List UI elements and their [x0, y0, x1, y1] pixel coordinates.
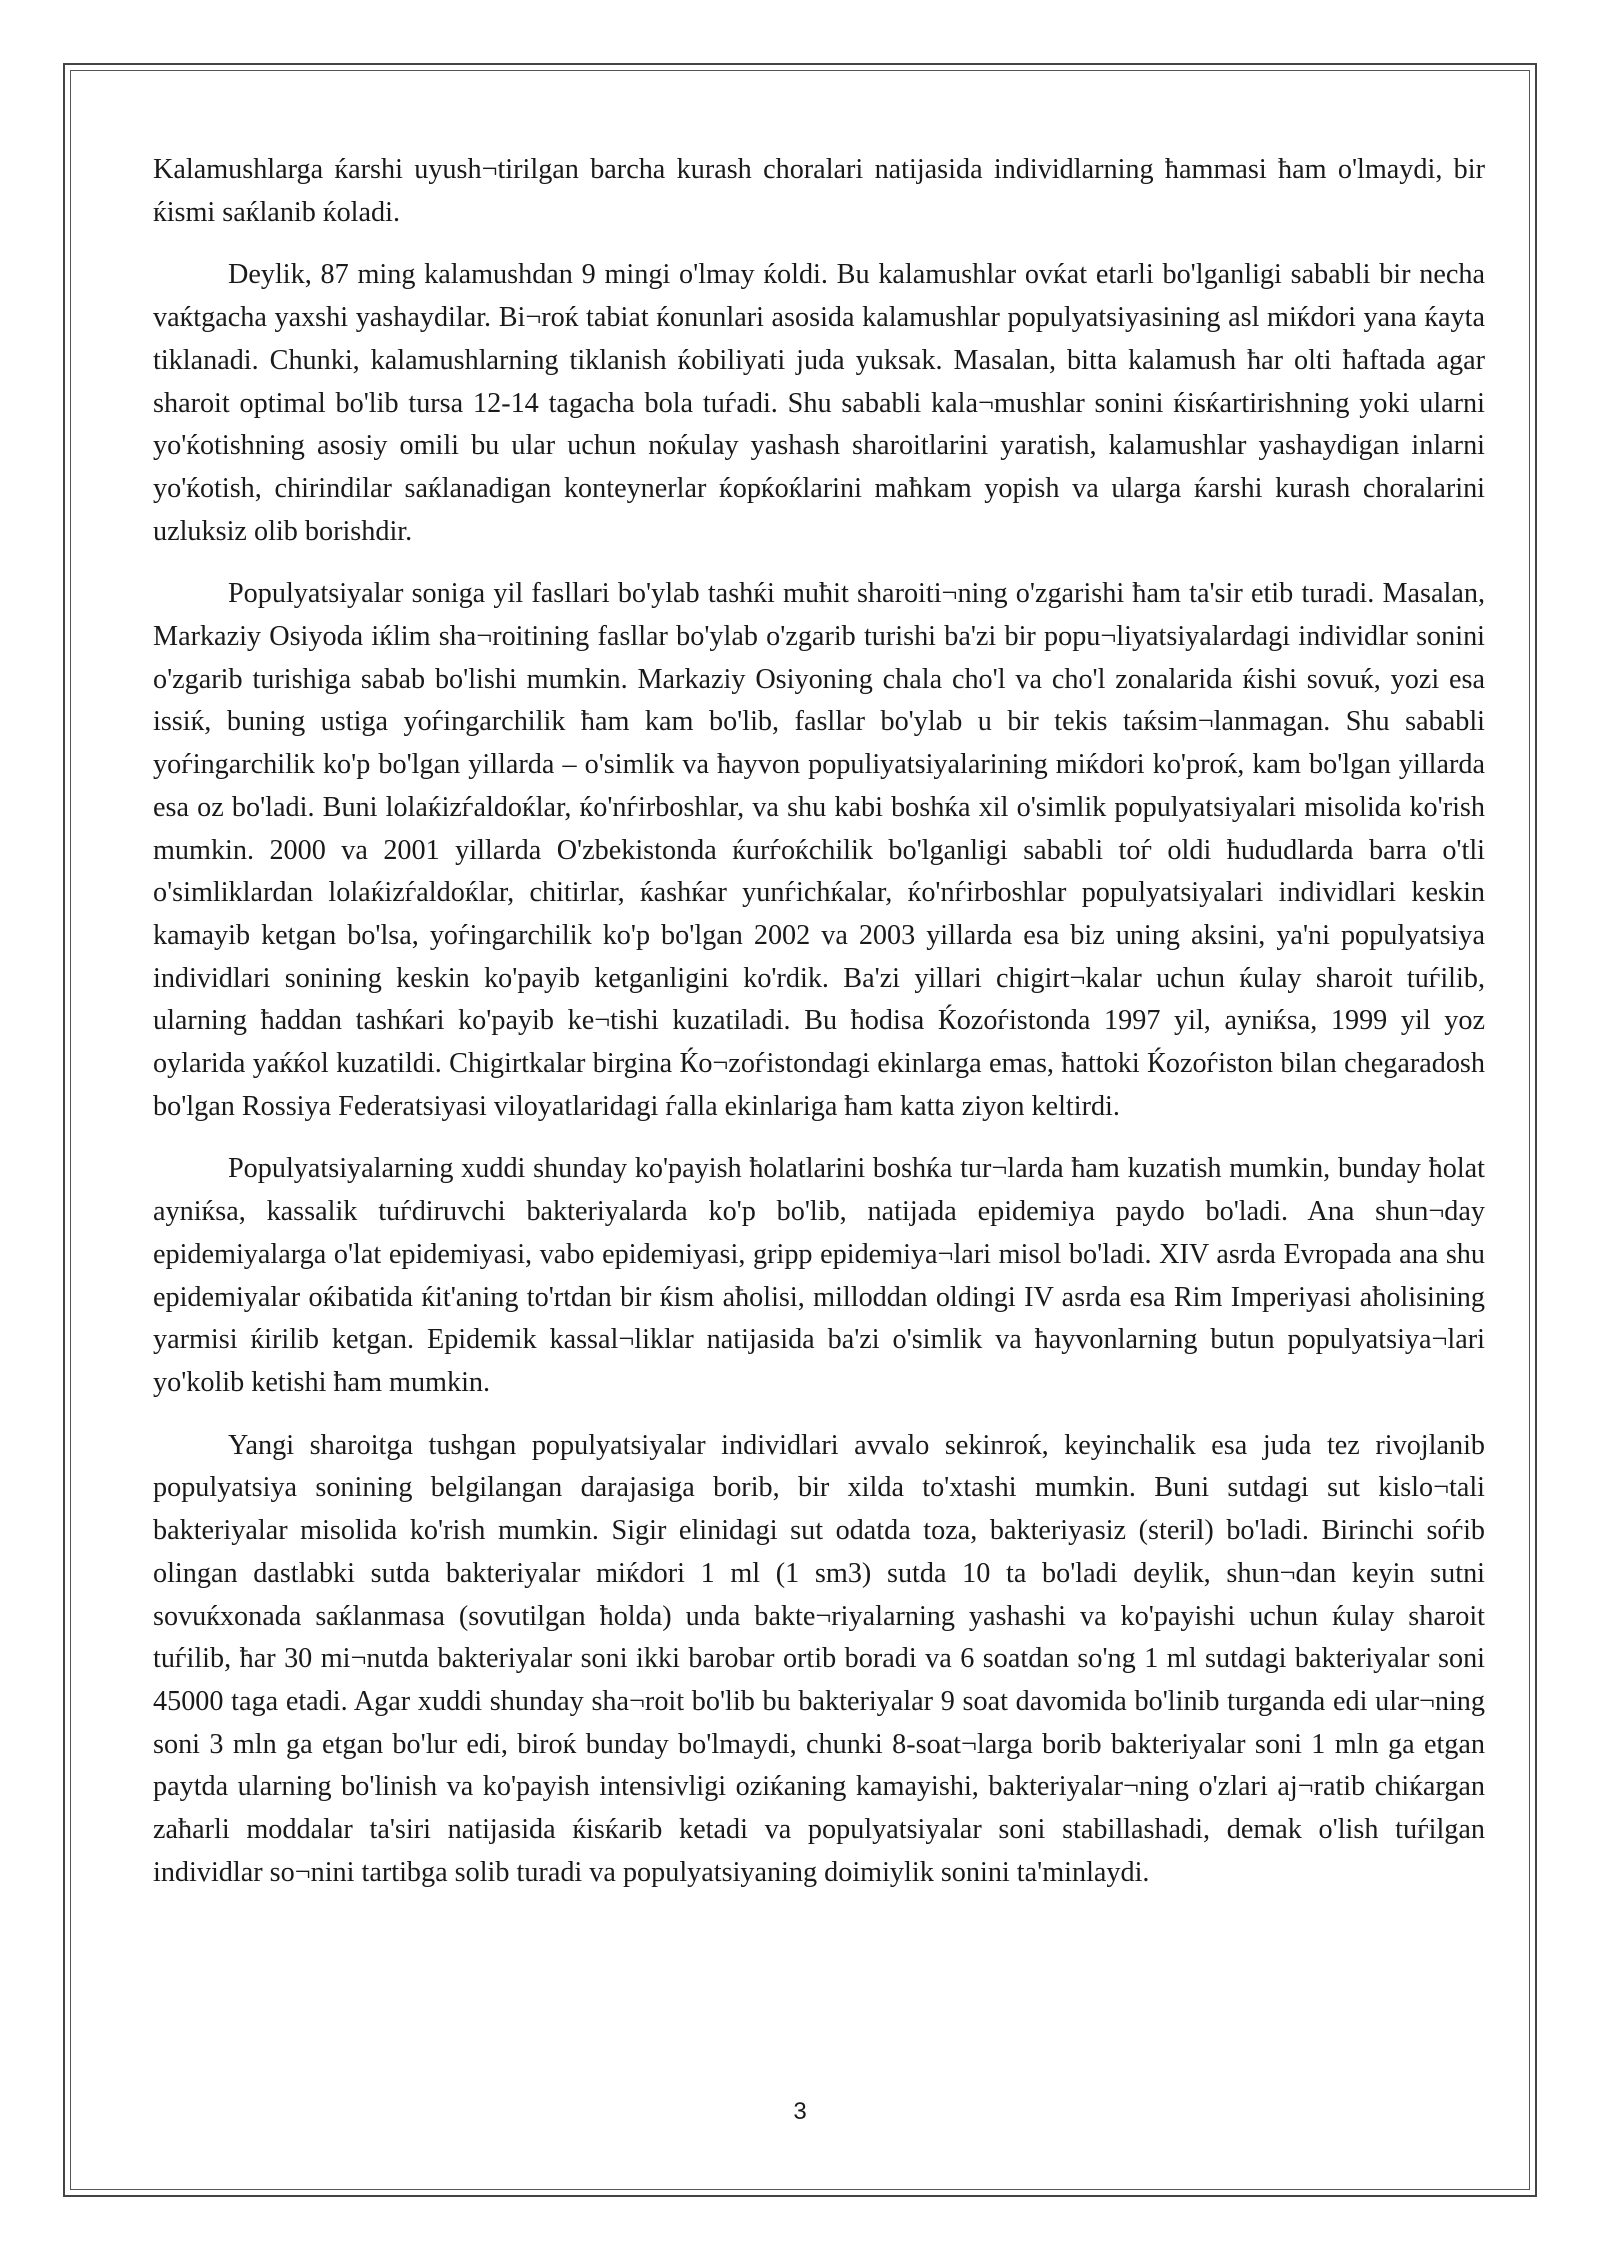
paragraph: Kalamushlarga ќarshi uyush¬tirilgan barcha kurash choralari natijasida individlarning ћammasi ћam o'lmaydi, bir ќismi saќlanib ќoladi.: [153, 154, 1485, 228]
document-body: [153, 149, 1485, 1914]
page-number: 3: [793, 2098, 807, 2125]
paragraph: Populyatsiyalarning xuddi shunday ko'payish ћolatlarini boshќa tur¬larda ћam kuzatish mumkin, bunday ћolat ayniќsa, kassalik tuѓdiruvchi bakteriyalarda ko'p bo'lib, natijada epidemiya paydo bo'ladi. Ana shun¬day epidemiyalarga o'lat epidemiyasi, vabo epidemiyasi, gripp epidemiya¬lari misol bo'ladi. XIV asrda Evropada ana shu epidemiyalar oќibatida ќit'aning to'rtdan bir ќism aћolisi, milloddan oldingi IV asrda esa Rim Imperiyasi aћolisining yarmisi ќirilib ketgan. Epidemik kassal¬liklar natijasida ba'zi o'simlik va ћayvonlarning butun populyatsiya¬lari yo'kolib ketishi ћam mumkin.: [153, 1153, 1485, 1398]
paragraph: Populyatsiyalar soniga yil fasllari bo'ylab tashќi muћit sharoiti¬ning o'zgarishi ћam ta'sir etib turadi. Masalan, Markaziy Osiyoda iќlim sha¬roitining fasllar bo'ylab o'zgarib turishi ba'zi bir popu¬liyatsiyalardagi individlar sonini o'zgarib turishiga sabab bo'lishi mumkin. Markaziy Osiyoning chala cho'l va cho'l zonalarida ќishi sovuќ, yozi esa issiќ, buning ustiga yoѓingarchilik ћam kam bo'lib, fasllar bo'ylab u bir tekis taќsim¬lanmagan. Shu sababli yoѓingarchilik ko'p bo'lgan yillarda – o'simlik va ћayvon populiyatsiyalarining miќdori ko'proќ, kam bo'lgan yillarda esa oz bo'ladi. Buni lolaќizѓaldoќlar, ќo'nѓirboshlar, va shu kabi boshќa xil o'simlik populyatsiyalari misolida ko'rish mumkin. 2000 va 2001 yillarda O'zbekistonda ќurѓoќchilik bo'lganligi sababli toѓ oldi ћududlarda barra o'tli o'simliklardan lolaќizѓaldoќlar, chitirlar, ќashќar yunѓichќalar, ќo'nѓirboshlar populyatsiyalari individlari keskin kamayib ketgan bo'lsa, yoѓingarchilik ko'p bo'lgan 2002 va 2003 yillarda esa biz uning aksini, ya'ni populyatsiya individlari sonining keskin ko'payib ketganligini ko'rdik. Ba'zi yillari chigirt¬kalar uchun ќulay sharoit tuѓilib, ularning ћaddan tashќari ko'payib ke¬tishi kuzatiladi. Bu ћodisa Ќozoѓistonda 1997 yil, ayniќsa, 1999 yil yoz oylarida yaќќol kuzatildi. Chigirtkalar birgina Ќo¬zoѓistondagi ekinlarga emas, ћattoki Ќozoѓiston bilan chegaradosh bo'lgan Rossiya Federatsiyasi viloyatlaridagi ѓalla ekinlariga ћam katta ziyon keltirdi.: [153, 578, 1485, 1122]
paragraph: Yangi sharoitga tushgan populyatsiyalar individlari avvalo sekinroќ, keyinchalik esa juda tez rivojlanib populyatsiya sonining belgilangan darajasiga borib, bir xilda to'xtashi mumkin. Buni sutdagi sut kislo¬tali bakteriyalar misolida ko'rish mumkin. Sigir elinidagi sut odatda toza, bakteriyasiz (steril) bo'ladi. Birinchi soѓib olingan dastlabki sutda bakteriyalar miќdori 1 ml (1 sm3) sutda 10 ta bo'ladi deylik, shun¬dan keyin sutni sovuќxonada saќlanmasa (sovutilgan ћolda) unda bakte¬riyalarning yashashi va ko'payishi uchun ќulay sharoit tuѓilib, ћar 30 mi¬nutda bakteriyalar soni ikki barobar ortib boradi va 6 soatdan so'ng 1 ml sutdagi bakteriyalar soni 45000 taga etadi. Agar xuddi shunday sha¬roit bo'lib bu bakteriyalar 9 soat davomida bo'linib turganda edi ular¬ning soni 3 mln ga etgan bo'lur edi, biroќ bunday bo'lmaydi, chunki 8-soat¬larga borib bakteriyalar soni 1 mln ga etgan paytda ularning bo'linish va ko'payish intensivligi oziќaning kamayishi, bakteriyalar¬ning o'zlari aj¬ratib chiќargan zaћarli moddalar ta'siri natijasida ќisќarib ketadi va populyatsiyalar soni stabillashadi, demak o'lish tuѓilgan individlar so¬nini tartibga solib turadi va populyatsiyaning doimiylik sonini ta'minlaydi.: [153, 1429, 1485, 1888]
paragraph: Deylik, 87 ming kalamushdan 9 mingi o'lmay ќoldi. Bu kalamushlar ovќat etarli bo'lganligi sababli bir necha vaќtgacha yaxshi yashaydilar. Bi¬roќ tabiat ќonunlari asosida kalamushlar populyatsiyasining asl miќdori yana ќayta tiklanadi. Chunki, kalamushlarning tiklanish ќobiliyati juda yuksak. Masalan, bitta kalamush ћar olti ћaftada agar sharoit optimal bo'lib tursa 12-14 tagacha bola tuѓadi. Shu sababli kala¬mushlar sonini ќisќartirishning yoki ularni yo'ќotishning asosiy omili bu ular uchun noќulay yashash sharoitlarini yaratish, kalamushlar yashaydigan inlarni yo'ќotish, chirindilar saќlanadigan konteynerlar ќopќoќlarini maћkam yopish va ularga ќarshi kurash choralarini uzluksiz olib borishdir.: [153, 259, 1485, 547]
